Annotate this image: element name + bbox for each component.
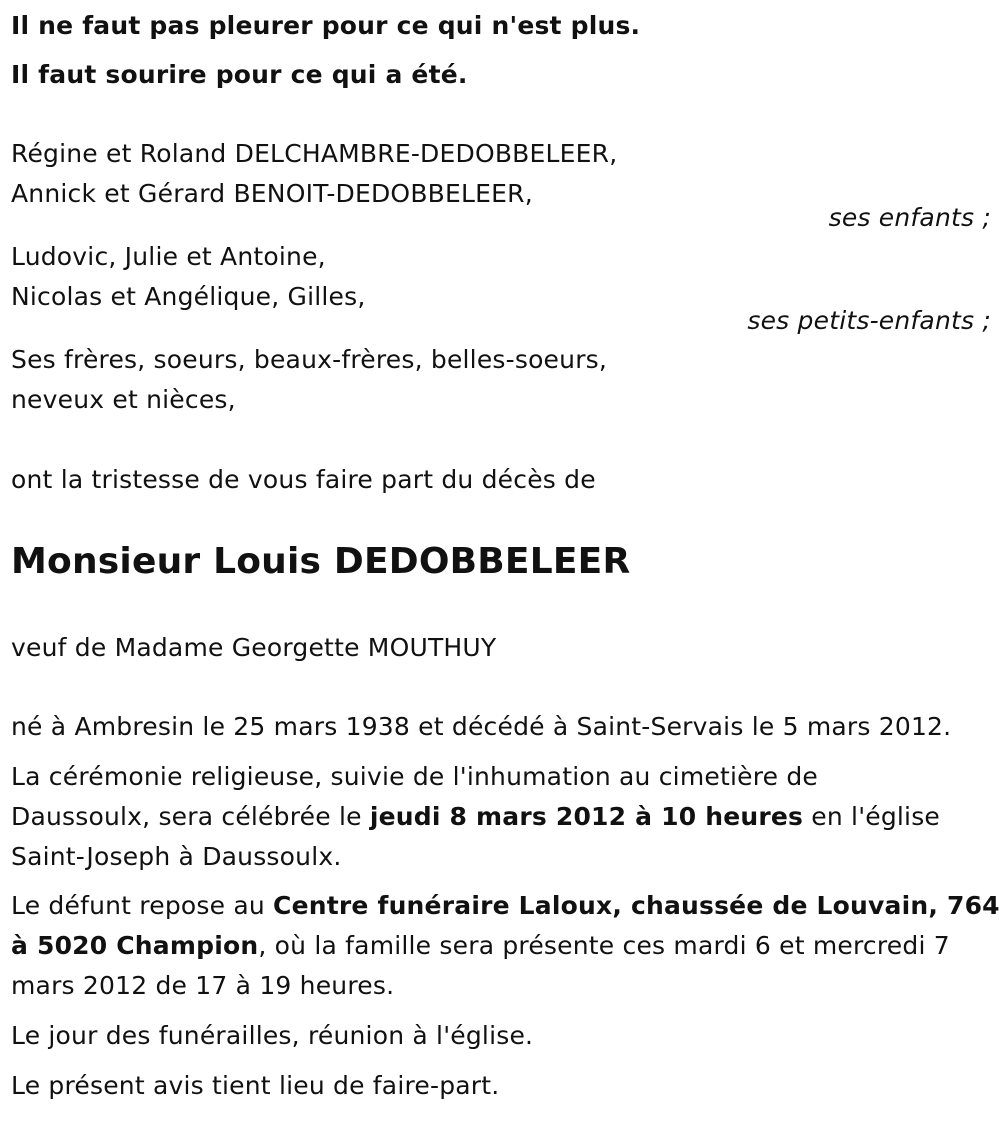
quote-line-2: Il faut sourire pour ce qui a été. [11,60,468,89]
children-line-2: Annick et Gérard BENOIT-DEDOBBELEER, [11,179,533,208]
rest-city: à 5020 Champion [11,931,259,960]
family-line-1: Ses frères, soeurs, beaux-frères, belles-soeurs, [11,345,608,374]
quote-line-1: Il ne faut pas pleurer pour ce qui n'est plus. [11,11,641,40]
ceremony-line-1: La cérémonie religieuse, suivie de l'inhumation au cimetière de [11,762,818,791]
ceremony-datetime: jeudi 8 mars 2012 à 10 heures [369,802,804,831]
children-line-1: Régine et Roland DELCHAMBRE-DEDOBBELEER, [11,139,618,168]
family-line-2: neveux et nièces, [11,385,236,414]
deceased-name: Monsieur Louis DEDOBBELEER [11,541,631,582]
ceremony-line-2 [11,802,940,832]
ceremony-line-2-pre: Daussoulx, sera célébrée le [11,802,370,831]
children-role: ses enfants ; [828,203,991,232]
notice: Le présent avis tient lieu de faire-part. [11,1071,500,1100]
ceremony-line-2-post: en l'église [803,802,941,831]
rest-line-3: mars 2012 de 17 à 19 heures. [11,971,395,1000]
grandchildren-line-2: Nicolas et Angélique, Gilles, [11,282,366,311]
funeral-day: Le jour des funérailles, réunion à l'église. [11,1021,534,1050]
rest-line-2 [11,931,950,961]
rest-line-2-post: , où la famille sera présente ces mardi 6 et mercredi 7 [258,931,950,960]
birth-death: né à Ambresin le 25 mars 1938 et décédé à Saint-Servais le 5 mars 2012. [11,712,952,741]
widower-of: veuf de Madame Georgette MOUTHUY [11,633,497,662]
rest-location: Centre funéraire Laloux, chaussée de Louvain, 764 [273,891,1000,920]
announcement: ont la tristesse de vous faire part du décès de [11,465,596,494]
rest-line-1-pre: Le défunt repose au [11,891,274,920]
grandchildren-role: ses petits-enfants ; [747,306,991,335]
ceremony-line-3: Saint-Joseph à Daussoulx. [11,842,342,871]
grandchildren-line-1: Ludovic, Julie et Antoine, [11,242,326,271]
obituary-notice [11,0,1000,1122]
rest-line-1 [11,891,1000,921]
